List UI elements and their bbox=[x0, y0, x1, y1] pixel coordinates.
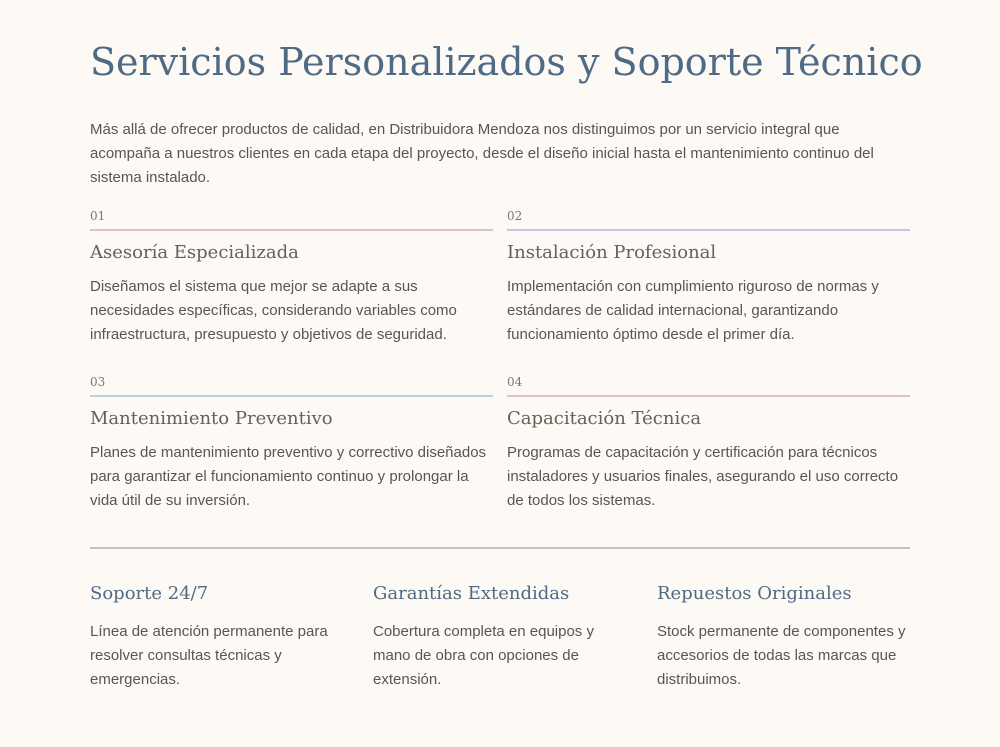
service-accent-rule bbox=[507, 229, 910, 231]
service-card-capacitacion bbox=[507, 374, 910, 513]
support-title: Repuestos Originales bbox=[657, 583, 852, 604]
service-number: 02 bbox=[507, 209, 523, 223]
support-description: Stock permanente de componentes y accesorios de todas las marcas que distribuimos. bbox=[657, 623, 906, 688]
page-title: Servicios Personalizados y Soporte Técnico bbox=[90, 40, 923, 84]
support-description: Cobertura completa en equipos y mano de obra con opciones de extensión. bbox=[373, 623, 594, 688]
service-number: 01 bbox=[90, 209, 106, 223]
service-accent-rule bbox=[90, 395, 493, 397]
service-description: Implementación con cumplimiento riguroso de normas y estándares de calidad internacional, garantizando funcionamiento óptimo desde el primer día. bbox=[507, 278, 879, 343]
service-card-instalacion bbox=[507, 208, 910, 347]
intro-paragraph: Más allá de ofrecer productos de calidad, en Distribuidora Mendoza nos distinguimos por un servicio integral que acompaña a nuestros clientes en cada etapa del proyecto, desde el diseño inicial hasta el mantenimiento continuo del sistema instalado. bbox=[90, 121, 874, 186]
service-title: Mantenimiento Preventivo bbox=[90, 408, 333, 429]
service-accent-rule bbox=[90, 229, 493, 231]
support-item-soporte bbox=[90, 583, 352, 692]
service-title: Instalación Profesional bbox=[507, 242, 717, 263]
service-description: Diseñamos el sistema que mejor se adapte a sus necesidades específicas, considerando variables como infraestructura, presupuesto y objetivos de seguridad. bbox=[90, 278, 457, 343]
support-item-repuestos bbox=[657, 583, 910, 692]
service-card-asesoria bbox=[90, 208, 493, 347]
service-number: 03 bbox=[90, 375, 106, 389]
support-title: Garantías Extendidas bbox=[373, 583, 570, 604]
service-description: Planes de mantenimiento preventivo y correctivo diseñados para garantizar el funcionamiento continuo y prolongar la vida útil de su inversión. bbox=[90, 444, 487, 509]
support-title: Soporte 24/7 bbox=[90, 583, 209, 604]
service-accent-rule bbox=[507, 395, 910, 397]
section-divider bbox=[90, 547, 910, 549]
service-title: Asesoría Especializada bbox=[90, 242, 299, 263]
service-card-mantenimiento bbox=[90, 374, 493, 513]
service-title: Capacitación Técnica bbox=[507, 408, 702, 429]
support-description: Línea de atención permanente para resolver consultas técnicas y emergencias. bbox=[90, 623, 328, 688]
support-item-garantias bbox=[373, 583, 635, 692]
service-description: Programas de capacitación y certificación para técnicos instaladores y usuarios finales, asegurando el uso correcto de todos los sistemas. bbox=[507, 444, 899, 509]
service-number: 04 bbox=[507, 375, 523, 389]
